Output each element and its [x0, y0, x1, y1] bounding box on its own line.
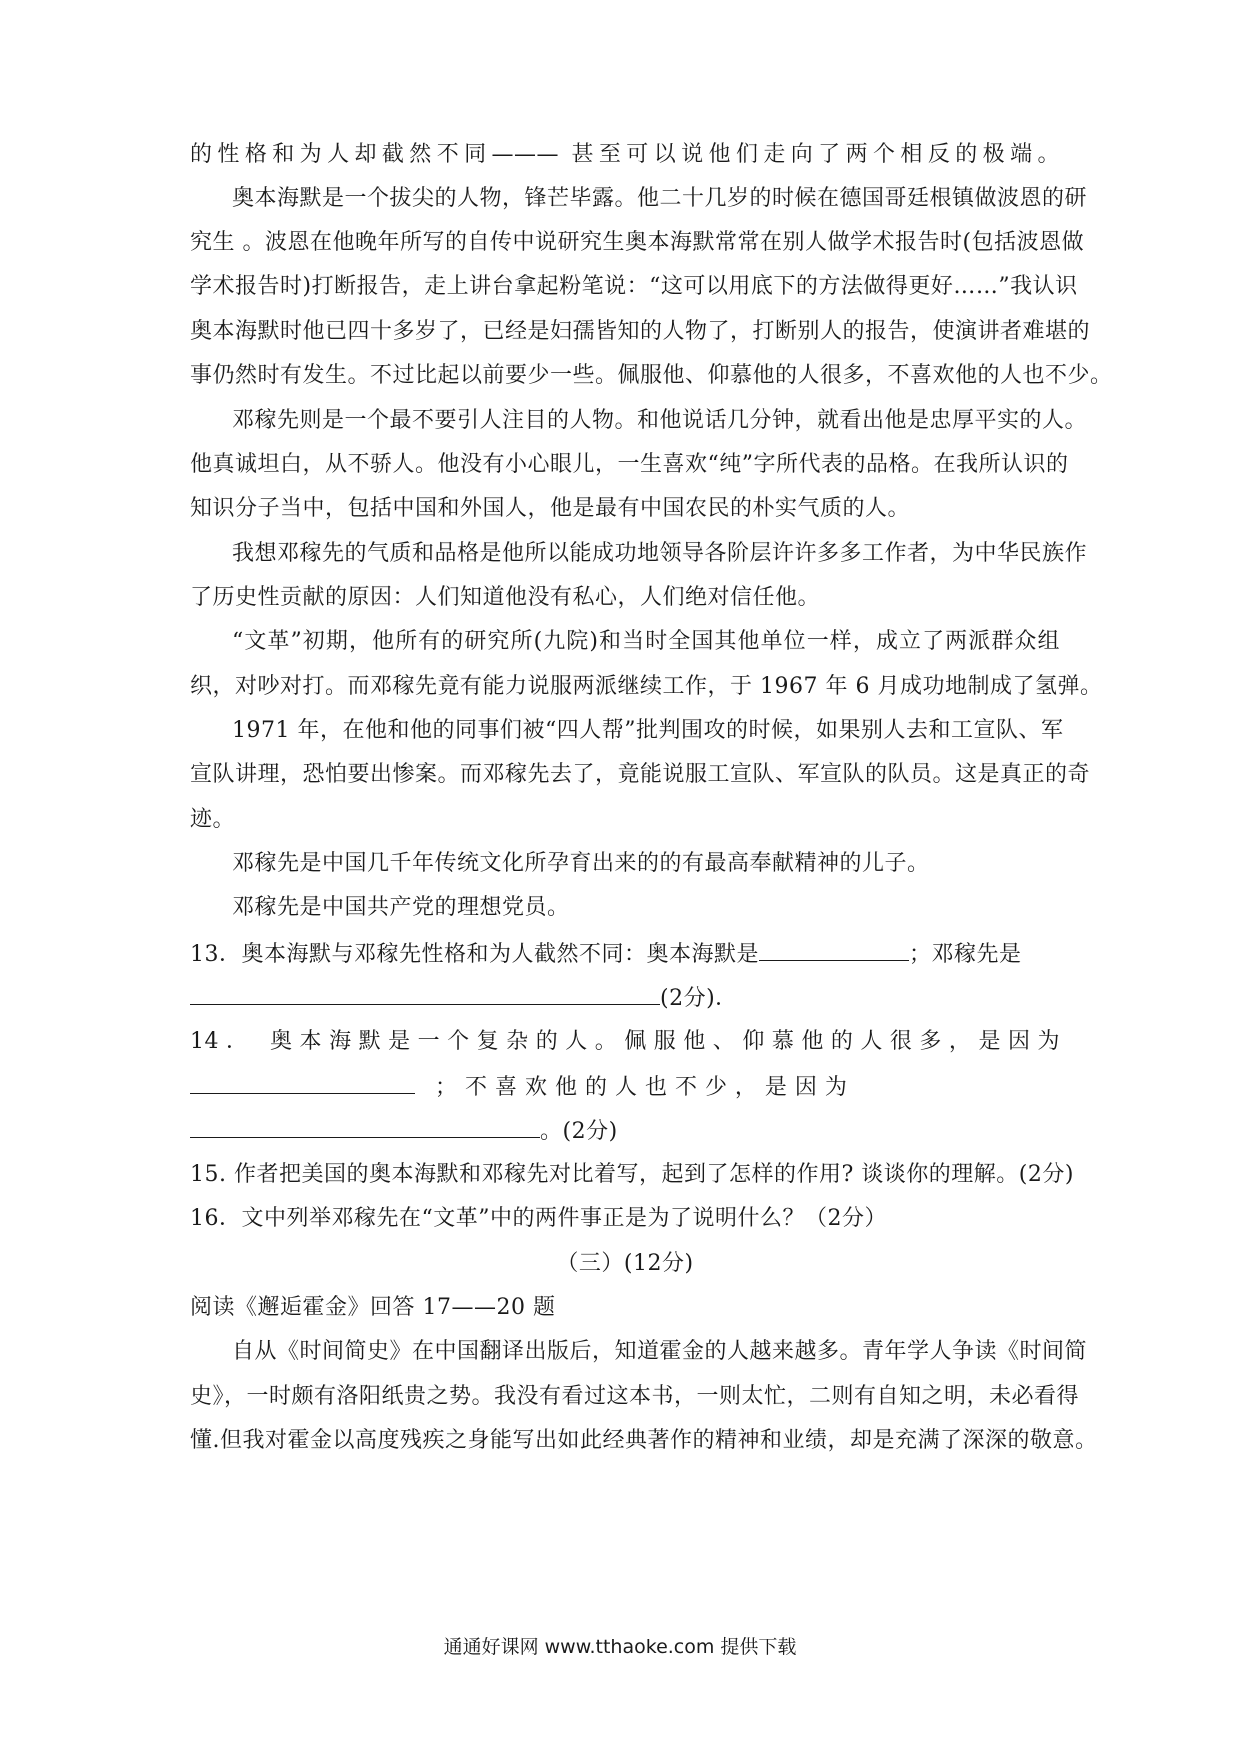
passage-line: 邓稼先是中国共产党的理想党员。: [232, 895, 570, 920]
passage-line: 邓稼先是中国几千年传统文化所孕育出来的的有最高奉献精神的儿子。: [232, 851, 930, 876]
question-13-text: 13．奥本海默与邓稼先性格和为人截然不同：奥本海默是: [190, 942, 759, 967]
question-13-cont: [190, 982, 1060, 1014]
question-13-score: (2分)．: [660, 986, 738, 1011]
question-14: 14． 奥本海默是一个复杂的人。佩服他、仰慕他的人很多，是因为: [190, 1029, 1060, 1054]
answer-blank[interactable]: [759, 938, 909, 961]
passage-line: 织，对吵对打。而邓稼先竟有能力说服两派继续工作，于 1967 年 6 月成功地制成了氢弹。: [190, 674, 1103, 699]
passage-line: 我想邓稼先的气质和品格是他所以能成功地领导各阶层许许多多工作者，为中华民族作: [232, 541, 1088, 566]
question-14-text-b: ； 不 喜 欢 他 的 人 也 不 少 ， 是 因 为: [435, 1075, 848, 1100]
passage-line: 事仍然时有发生。不过比起以前要少一些。佩服他、仰慕他的人很多，不喜欢他的人也不少。: [190, 363, 1113, 388]
passage-line: “文革”初期，他所有的研究所(九院)和当时全国其他单位一样，成立了两派群众组: [232, 629, 1060, 654]
question-13-text-b: ；邓稼先是: [909, 942, 1022, 967]
passage-line: 学术报告时)打断报告，走上讲台拿起粉笔说：“这可以用底下的方法做得更好……”我认识: [190, 274, 1078, 299]
passage-line: 究生 。波恩在他晚年所写的自传中说研究生奥本海默常常在别人做学术报告时(包括波恩做: [190, 230, 1085, 255]
passage-line: 邓稼先则是一个最不要引人注目的人物。和他说话几分钟，就看出他是忠厚平实的人。: [232, 408, 1088, 433]
passage-line: 他真诚坦白，从不骄人。他没有小心眼儿，一生喜欢“纯”字所代表的品格。在我所认识的: [190, 452, 1069, 477]
question-14-cont: [190, 1071, 1060, 1103]
passage-line: 奥本海默是一个拔尖的人物，锋芒毕露。他二十几岁的时候在德国哥廷根镇做波恩的研: [232, 186, 1088, 211]
page-footer: 通通好课网 www.tthaoke.com 提供下载: [443, 1636, 797, 1658]
question-14-end: [190, 1115, 1060, 1147]
section-heading: （三）(12分): [556, 1251, 694, 1276]
passage-line: 自从《时间简史》在中国翻译出版后，知道霍金的人越来越多。青年学人争读《时间简: [232, 1339, 1088, 1364]
reading-instruction: 阅读《邂逅霍金》回答 17——20 题: [190, 1295, 556, 1320]
passage-line: 懂.但我对霍金以高度残疾之身能写出如此经典著作的精神和业绩，却是充满了深深的敬意。: [190, 1428, 1098, 1453]
question-14-score: 。(2分): [540, 1119, 618, 1144]
passage-line: 史》，一时颇有洛阳纸贵之势。我没有看过这本书，一则太忙，二则有自知之明，未必看得: [190, 1384, 1080, 1409]
question-13: [190, 938, 1060, 970]
passage-line: 的性格和为人却截然不同——— 甚至可以说他们走向了两个相反的极端。: [190, 142, 1060, 167]
passage-line: 奥本海默时他已四十多岁了，已经是妇孺皆知的人物了，打断别人的报告，使演讲者难堪的: [190, 319, 1091, 344]
passage-line: 宣队讲理，恐怕要出惨案。而邓稼先去了，竟能说服工宣队、军宣队的队员。这是真正的奇: [190, 762, 1091, 787]
answer-blank[interactable]: [190, 1071, 415, 1094]
question-15: 15. 作者把美国的奥本海默和邓稼先对比着写，起到了怎样的作用? 谈谈你的理解。(2分): [190, 1162, 1074, 1187]
passage-line: 了历史性贡献的原因：人们知道他没有私心，人们绝对信任他。: [190, 585, 821, 610]
passage-line: 1971 年，在他和他的同事们被“四人帮”批判围攻的时候，如果别人去和工宣队、军: [232, 718, 1064, 743]
passage-line: 迹。: [190, 807, 236, 832]
answer-blank[interactable]: [190, 982, 660, 1005]
question-16: 16．文中列举邓稼先在“文革”中的两件事正是为了说明什么？（2分）: [190, 1206, 887, 1231]
passage-line: 知识分子当中，包括中国和外国人，他是最有中国农民的朴实气质的人。: [190, 496, 911, 521]
answer-blank[interactable]: [190, 1115, 540, 1138]
